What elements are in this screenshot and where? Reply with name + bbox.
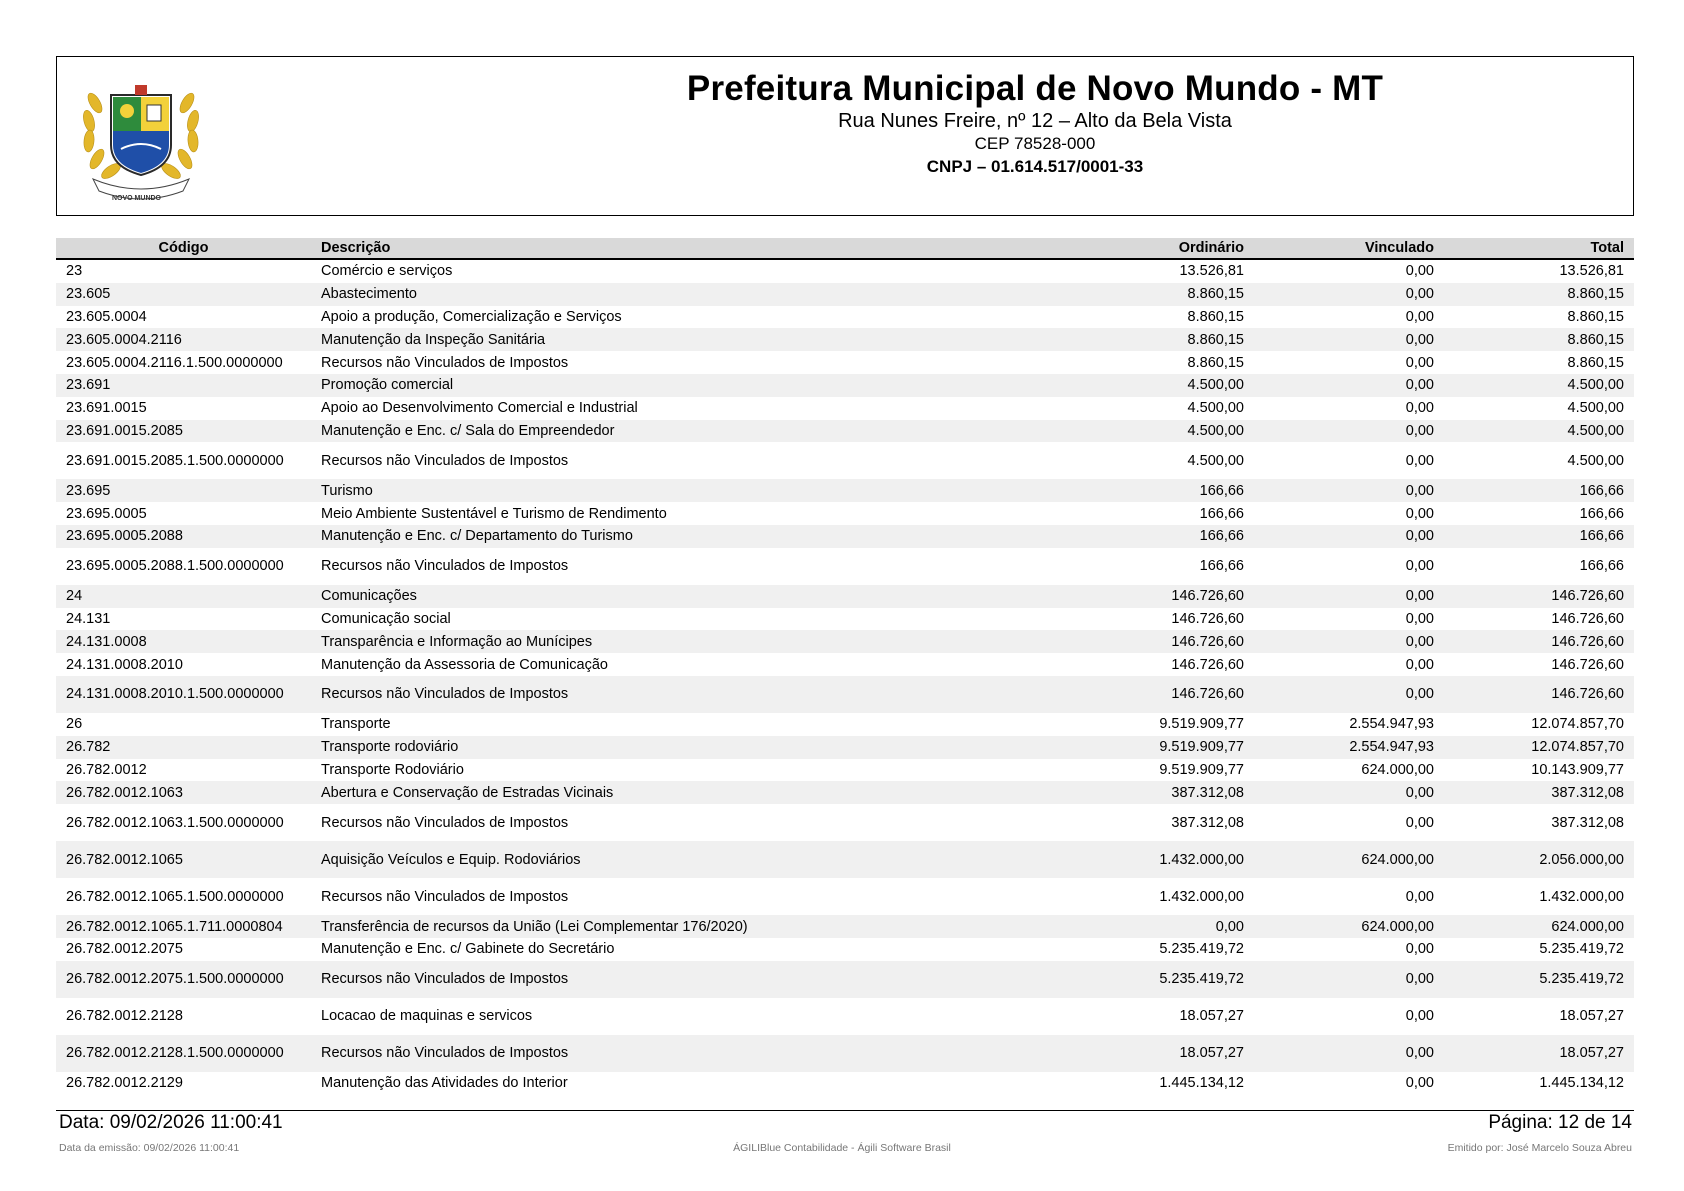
cell-ordinario: 166,66 [1064,525,1254,548]
cell-total: 5.235.419,72 [1444,961,1634,998]
cell-descricao: Recursos não Vinculados de Impostos [321,452,569,469]
cell-ordinario: 146.726,60 [1171,656,1244,673]
cell-total: 146.726,60 [1444,676,1634,713]
header-address: Rua Nunes Freire, nº 12 – Alto da Bela Vista [838,110,1232,132]
table-row [56,759,1634,782]
cell-codigo: 26.782 [56,736,311,759]
table-row [56,328,1634,351]
table-row [56,1072,1634,1095]
cell-codigo: 24.131 [66,610,111,627]
cell-ordinario: 8.860,15 [1064,328,1254,351]
cell-codigo: 24.131.0008 [56,630,311,653]
cell-vinculado: 0,00 [1254,630,1444,653]
cell-total: 8.860,15 [1567,308,1624,325]
cell-descricao: Transporte Rodoviário [321,761,464,778]
cell-ordinario: 1.432.000,00 [1064,841,1254,878]
cell-descricao: Abastecimento [311,283,1064,306]
cell-ordinario: 1.445.134,12 [1159,1075,1244,1092]
cell-total: 8.860,15 [1444,283,1634,306]
cell-vinculado: 624.000,00 [1361,761,1434,778]
table-row [56,259,1634,283]
cell-codigo: 23.695.0005 [66,505,147,522]
cell-vinculado: 0,00 [1254,1035,1444,1072]
cell-descricao: Abertura e Conservação de Estradas Vicinais [311,781,1064,804]
table-row [56,676,1634,713]
cell-descricao: Recursos não Vinculados de Impostos [321,888,569,905]
cell-total: 1.445.134,12 [1539,1075,1624,1092]
cell-vinculado: 0,00 [1405,1075,1434,1092]
cell-codigo: 23.605.0004 [66,308,147,325]
cell-ordinario: 387.312,08 [1171,814,1244,831]
cell-descricao: Manutenção e Enc. c/ Sala do Empreendedor [311,420,1064,443]
cell-ordinario: 5.235.419,72 [1159,941,1244,958]
cell-vinculado: 0,00 [1254,374,1444,397]
cell-vinculado: 0,00 [1254,283,1444,306]
cell-codigo: 26.782.0012.1065.1.711.0000804 [56,915,311,938]
cell-codigo: 26 [66,716,83,733]
cell-total: 2.056.000,00 [1444,841,1634,878]
cell-total: 146.726,60 [1444,630,1634,653]
table-header-row [56,238,1634,259]
budget-report-table [56,238,1634,1095]
cell-total: 5.235.419,72 [1539,941,1624,958]
table-row [56,306,1634,329]
cell-vinculado: 0,00 [1254,328,1444,351]
table-row [56,938,1634,961]
cell-codigo: 26.782.0012.2129 [66,1075,183,1092]
cell-total: 4.500,00 [1567,400,1624,417]
municipal-crest-logo [71,75,211,203]
cell-total: 10.143.909,77 [1531,761,1624,778]
cell-descricao: Manutenção da Assessoria de Comunicação [321,656,608,673]
cell-total: 146.726,60 [1551,610,1624,627]
table-row [56,804,1634,841]
cell-vinculado: 0,00 [1254,420,1444,443]
cell-descricao: Meio Ambiente Sustentável e Turismo de Rendimento [321,505,667,522]
cell-vinculado: 0,00 [1254,479,1444,502]
footer-page-number: Página: 12 de 14 [1488,1112,1632,1133]
cell-ordinario: 4.500,00 [1064,374,1254,397]
cell-ordinario: 9.519.909,77 [1064,736,1254,759]
cell-codigo: 23.605.0004.2116.1.500.0000000 [66,354,283,371]
cell-codigo: 23.691.0015.2085 [56,420,311,443]
cell-descricao: Locacao de maquinas e servicos [321,1008,533,1025]
cell-vinculado: 624.000,00 [1254,841,1444,878]
cell-total: 4.500,00 [1444,420,1634,443]
cell-descricao: Comércio e serviços [321,263,453,280]
table-row [56,442,1634,479]
cell-ordinario: 4.500,00 [1064,420,1254,443]
cell-descricao: Recursos não Vinculados de Impostos [321,814,569,831]
cell-total: 18.057,27 [1444,1035,1634,1072]
cell-total: 1.432.000,00 [1539,888,1624,905]
table-row [56,548,1634,585]
cell-descricao: Comunicação social [321,610,451,627]
cell-ordinario: 1.432.000,00 [1159,888,1244,905]
cell-vinculado: 0,00 [1405,1008,1434,1025]
cell-total: 166,66 [1444,479,1634,502]
cell-descricao: Apoio a produção, Comercialização e Serviços [321,308,622,325]
table-row [56,397,1634,420]
cell-total: 624.000,00 [1444,915,1634,938]
cell-vinculado: 0,00 [1254,961,1444,998]
cell-codigo: 23.691.0015 [66,400,147,417]
cell-vinculado: 0,00 [1254,585,1444,608]
cell-vinculado: 0,00 [1405,308,1434,325]
cell-vinculado: 0,00 [1405,610,1434,627]
cell-descricao: Manutenção da Inspeção Sanitária [311,328,1064,351]
cell-total: 18.057,27 [1559,1008,1624,1025]
table-row [56,608,1634,631]
cell-codigo: 23.695.0005.2088 [56,525,311,548]
table-row [56,374,1634,397]
footer-software: ÁGILIBlue Contabilidade - Ágili Software Brasil [733,1142,951,1154]
footer-issued-by: Emitido por: José Marcelo Souza Abreu [1447,1142,1632,1154]
footer-emission-date: Data da emissão: 09/02/2026 11:00:41 [59,1142,240,1154]
cell-vinculado: 0,00 [1405,656,1434,673]
cell-vinculado: 0,00 [1254,676,1444,713]
cell-vinculado: 0,00 [1405,263,1434,280]
cell-total: 8.860,15 [1444,328,1634,351]
table-row [56,781,1634,804]
header-cnpj: CNPJ – 01.614.517/0001-33 [926,157,1144,176]
cell-codigo: 26.782.0012.1065 [56,841,311,878]
table-row [56,502,1634,525]
cell-total: 166,66 [1444,525,1634,548]
cell-descricao: Turismo [311,479,1064,502]
cell-vinculado: 0,00 [1405,354,1434,371]
cell-codigo: 26.782.0012.2075 [66,941,183,958]
cell-codigo: 23.605 [56,283,311,306]
cell-codigo: 26.782.0012.2128 [66,1008,183,1025]
cell-ordinario: 146.726,60 [1064,676,1254,713]
cell-ordinario: 0,00 [1064,915,1254,938]
cell-codigo: 26.782.0012 [66,761,147,778]
cell-total: 387.312,08 [1444,781,1634,804]
cell-total: 12.074.857,70 [1444,736,1634,759]
cell-descricao: Manutenção das Atividades do Interior [321,1075,568,1092]
crest-ribbon-text: NOVO MUNDO [112,195,161,202]
column-header-total: Total [1444,238,1634,259]
cell-codigo: 26.782.0012.1063.1.500.0000000 [66,814,284,831]
footer-divider [56,1110,1634,1111]
cell-ordinario: 18.057,27 [1064,1035,1254,1072]
cell-descricao: Aquisição Veículos e Equip. Rodoviários [311,841,1064,878]
cell-vinculado: 0,00 [1405,452,1434,469]
cell-codigo: 24.131.0008.2010.1.500.0000000 [56,676,311,713]
cell-descricao: Promoção comercial [311,374,1064,397]
table-row [56,479,1634,502]
cell-vinculado: 624.000,00 [1254,915,1444,938]
column-header-descricao: Descrição [311,238,1064,259]
table-row [56,1035,1634,1072]
column-header-ordinario: Ordinário [1064,238,1254,259]
cell-descricao: Recursos não Vinculados de Impostos [311,961,1064,998]
cell-ordinario: 166,66 [1199,558,1244,575]
cell-total: 13.526,81 [1559,263,1624,280]
cell-ordinario: 166,66 [1064,479,1254,502]
cell-descricao: Recursos não Vinculados de Impostos [311,676,1064,713]
cell-ordinario: 18.057,27 [1179,1008,1244,1025]
cell-total: 146.726,60 [1444,585,1634,608]
table-row [56,998,1634,1035]
report-header [56,56,1634,216]
cell-codigo: 26.782.0012.1063 [56,781,311,804]
header-text-block [557,65,1513,179]
cell-vinculado: 0,00 [1405,888,1434,905]
cell-codigo: 23.605.0004.2116 [56,328,311,351]
table-body [56,259,1634,1095]
table-row [56,736,1634,759]
cell-total: 146.726,60 [1551,656,1624,673]
table-row [56,351,1634,374]
cell-vinculado: 0,00 [1254,525,1444,548]
cell-total: 4.500,00 [1567,452,1624,469]
cell-descricao: Recursos não Vinculados de Impostos [321,558,569,575]
cell-descricao: Recursos não Vinculados de Impostos [311,1035,1064,1072]
cell-descricao: Manutenção e Enc. c/ Departamento do Turismo [311,525,1064,548]
page-title: Prefeitura Municipal de Novo Mundo - MT [686,69,1384,108]
cell-vinculado: 0,00 [1405,941,1434,958]
cell-codigo: 26.782.0012.1065.1.500.0000000 [66,888,284,905]
cell-codigo: 23.695.0005.2088.1.500.0000000 [66,558,284,575]
cell-descricao: Comunicações [311,585,1064,608]
cell-codigo: 23.691.0015.2085.1.500.0000000 [66,452,284,469]
header-cep: CEP 78528-000 [974,134,1096,153]
cell-codigo: 23.695 [56,479,311,502]
cell-ordinario: 8.860,15 [1187,308,1244,325]
table-row [56,878,1634,915]
cell-ordinario: 4.500,00 [1187,452,1244,469]
cell-ordinario: 166,66 [1199,505,1244,522]
cell-total: 4.500,00 [1444,374,1634,397]
cell-ordinario: 4.500,00 [1187,400,1244,417]
table-row [56,283,1634,306]
cell-total: 8.860,15 [1567,354,1624,371]
table-row [56,713,1634,736]
table-row [56,420,1634,443]
cell-descricao: Transporte rodoviário [311,736,1064,759]
cell-vinculado: 0,00 [1405,814,1434,831]
cell-ordinario: 5.235.419,72 [1064,961,1254,998]
cell-codigo: 24.131.0008.2010 [66,656,183,673]
cell-descricao: Transparência e Informação ao Munícipes [311,630,1064,653]
cell-vinculado: 0,00 [1405,558,1434,575]
cell-ordinario: 8.860,15 [1187,354,1244,371]
cell-total: 166,66 [1579,558,1624,575]
table-row [56,525,1634,548]
column-header-vinculado: Vinculado [1254,238,1444,259]
cell-codigo: 23.691 [56,374,311,397]
cell-total: 12.074.857,70 [1531,716,1624,733]
cell-vinculado: 0,00 [1405,505,1434,522]
cell-codigo: 23 [66,263,83,280]
cell-ordinario: 146.726,60 [1064,585,1254,608]
cell-ordinario: 9.519.909,77 [1159,761,1244,778]
cell-codigo: 26.782.0012.2075.1.500.0000000 [56,961,311,998]
footer-date: Data: 09/02/2026 11:00:41 [59,1112,283,1133]
cell-codigo: 26.782.0012.2128.1.500.0000000 [56,1035,311,1072]
cell-ordinario: 146.726,60 [1171,610,1244,627]
cell-vinculado: 0,00 [1254,781,1444,804]
cell-descricao: Recursos não Vinculados de Impostos [321,354,569,371]
cell-descricao: Apoio ao Desenvolvimento Comercial e Industrial [321,400,638,417]
column-header-codigo: Código [56,238,311,259]
table-row [56,841,1634,878]
table-row [56,961,1634,998]
cell-total: 166,66 [1579,505,1624,522]
cell-descricao: Manutenção e Enc. c/ Gabinete do Secretário [321,941,615,958]
cell-vinculado: 0,00 [1405,400,1434,417]
cell-codigo: 24 [56,585,311,608]
cell-total: 387.312,08 [1551,814,1624,831]
table-row [56,585,1634,608]
cell-ordinario: 13.526,81 [1179,263,1244,280]
cell-descricao: Transferência de recursos da União (Lei Complementar 176/2020) [311,915,1064,938]
cell-ordinario: 8.860,15 [1064,283,1254,306]
table-row [56,915,1634,938]
table-row [56,653,1634,676]
cell-ordinario: 387.312,08 [1064,781,1254,804]
cell-ordinario: 9.519.909,77 [1159,716,1244,733]
cell-descricao: Transporte [321,716,391,733]
cell-vinculado: 2.554.947,93 [1349,716,1434,733]
cell-ordinario: 146.726,60 [1064,630,1254,653]
table-row [56,630,1634,653]
cell-vinculado: 2.554.947,93 [1254,736,1444,759]
